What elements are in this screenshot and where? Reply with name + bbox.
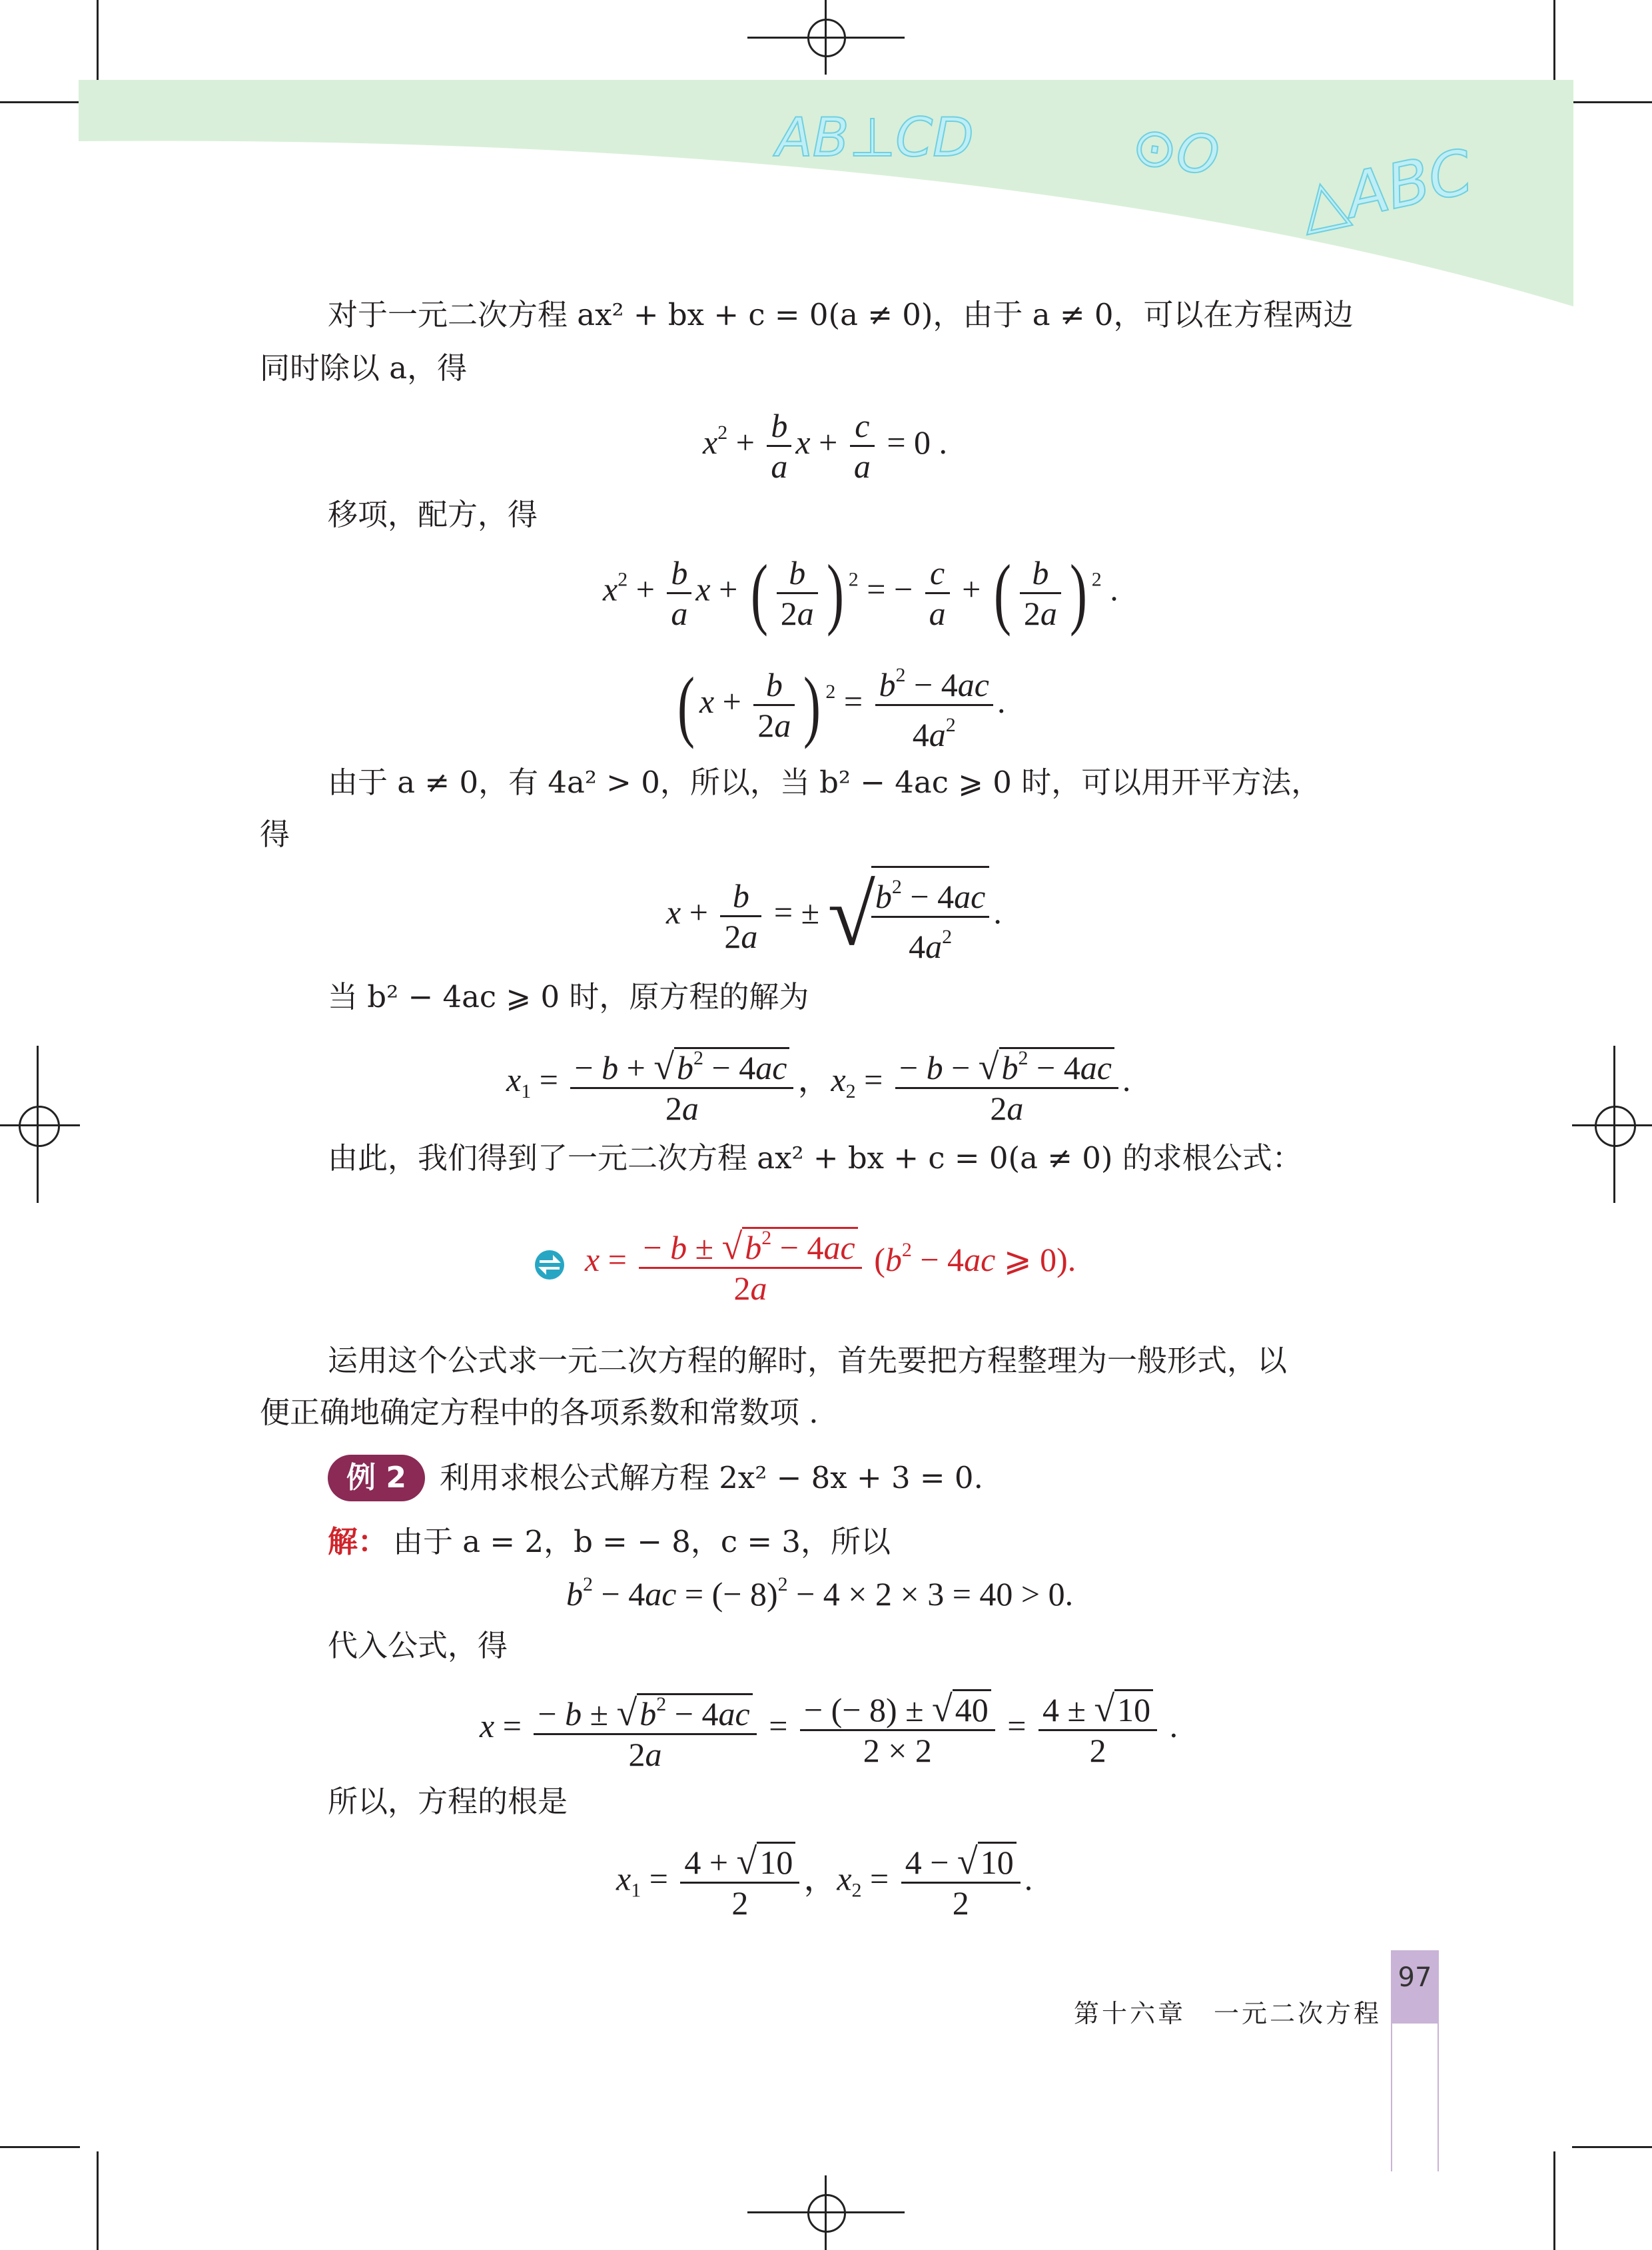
equation-substitution: x = $\frac{- b \pm √b^2 - 4ac}{2a}$ = $\frac{- (- 8) \pm √40}{2 \times 2}$ = $\frac{4 \pm √10}{2}$ . (480, 1685, 1178, 1774)
step-substitute: 代入公式，得 (328, 1628, 508, 1663)
paragraph-usage-line1: 运用这个公式求一元二次方程的解时，首先要把方程整理为一般形式，以 (328, 1343, 1288, 1378)
paragraph-solutions-intro: 当 b² − 4ac ⩾ 0 时，原方程的解为 (328, 979, 809, 1014)
equation-squared-form: ( x + $\frac{b}{2a}$ ) $^2$ = $\frac{b^2 - 4ac}{4a^2}$ . (673, 656, 1005, 754)
arrow-icon (533, 1248, 566, 1282)
equation-square-root: x + $\frac{b}{2a}$ = ± √ $\frac{b^2 - 4ac}{4a^2}$ . (666, 866, 1002, 966)
equation-complete-square: $x^2$ + $\frac{b}{a}$ x + ( $\frac{b}{2a}$ ) $^2$ = − $\frac{c}{a}$ + ( $\frac{b}{2a}$ ) $^2$ . (603, 548, 1118, 637)
header-deco-triangle: △ABC (1293, 136, 1479, 242)
equation-final-roots: $x_1$ = $\frac{4 + √10}{2}$ ，$x_2$ = $\frac{4 - √10}{2}$ . (616, 1841, 1033, 1922)
equation-divide-by-a: $x^2$ + $\frac{b}{a}$ x + $\frac{c}{a}$ = 0 . (703, 407, 948, 485)
paragraph-intro-line2: 同时除以 a，得 (260, 350, 468, 386)
header-deco-circle: ⊙O (1128, 114, 1223, 188)
solution-label: 解： (328, 1524, 388, 1559)
paragraph-complete-square: 移项，配方，得 (328, 497, 538, 532)
equation-discriminant: $b^2 - 4ac$ = (− 8)$^2$ − 4 × 2 × 3 = 40 > 0. (566, 1573, 1074, 1613)
solution-coefficients: 由于 a = 2，b = − 8，c = 3，所以 (393, 1524, 891, 1559)
paragraph-usage-line2: 便正确地确定方程中的各项系数和常数项 . (260, 1395, 819, 1430)
paragraph-sqrt-method-line1: 由于 a ≠ 0，有 4a² > 0，所以，当 b² − 4ac ⩾ 0 时，可以用开平方法， (328, 765, 1322, 800)
paragraph-formula-intro: 由此，我们得到了一元二次方程 ax² + bx + c = 0(a ≠ 0) 的求根公式： (328, 1140, 1302, 1176)
paragraph-sqrt-method-line2: 得 (260, 817, 290, 852)
step-roots: 所以，方程的根是 (328, 1784, 568, 1819)
page-number: 97 (1398, 1962, 1432, 1993)
chapter-footer: 第十六章 一元二次方程 (1074, 1999, 1382, 2028)
header-deco-perpendicular: AB⊥CD (776, 107, 974, 169)
quadratic-formula: x = $\frac{- b \pm √b^2 - 4ac}{2a}$ ($b^2 - 4ac$ ⩾ 0). (585, 1219, 1076, 1308)
example-badge: 例 2 (328, 1455, 425, 1501)
example-problem: 利用求根公式解方程 2x² − 8x + 3 = 0. (440, 1460, 983, 1495)
equation-two-roots: $x_1$ = $\frac{- b + √b^2 - 4ac}{2a}$ ，$x_2$ = $\frac{- b - √b^2 - 4ac}{2a}$ . (506, 1039, 1130, 1128)
paragraph-intro-line1: 对于一元二次方程 ax² + bx + c = 0(a ≠ 0)，由于 a ≠ 0，可以在方程两边 (328, 297, 1354, 332)
